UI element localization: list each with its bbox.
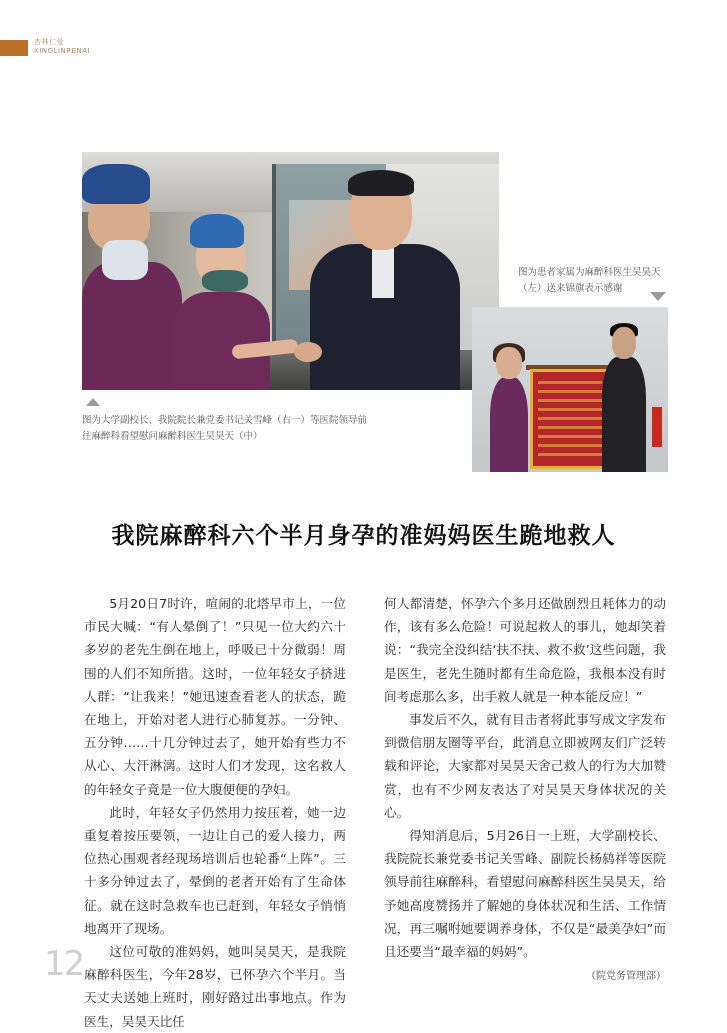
article-paragraph: 得知消息后，5月26日一上班，大学副校长、我院院长兼党委书记关雪峰、副院长杨鸫祥等医院领导前往麻醉科，看望慰问麻醉科医生吴昊天，给予她高度赞扬并了解她的身体状况和生活、工作情况，再三嘱咐她要调养身体，不仅是“最美孕妇”而且还要当“最幸福的妈妈”。 <box>384 828 666 960</box>
photo1-caption: 图为大学副校长、我院院长兼党委书记关雪峰（右一）等医院领导前往麻醉科看望慰问麻醉科医生吴昊天（中） <box>82 415 368 442</box>
article-column-right <box>384 592 666 988</box>
article-column-left <box>84 592 346 1033</box>
photo-banner-thanks <box>472 307 668 472</box>
section-title-cn: 杏林仁爱 <box>34 38 64 46</box>
section-title-en: XINGLINRENAI <box>34 47 91 55</box>
photo-leader-visit <box>82 152 499 390</box>
article-paragraph: 事发后不久，就有目击者将此事写成文字发布到微信朋友圈等平台，此消息立即被网友们广泛转载和评论，大家都对吴昊天舍己救人的行为大加赞赏，也有不少网友表达了对吴昊天身体状况的关心。 <box>384 712 666 820</box>
article-paragraph-continuation: 何人都清楚，怀孕六个多月还做剧烈且耗体力的动作，该有多么危险！可说起救人的事儿，她却笑着说：“我完全没纠结‘扶不扶、救不救’这些问题，我是医生，老先生随时都有生命危险，我根本没有时间考虑那么多，出手救人就是一种本能反应！” <box>384 596 666 704</box>
photo2-caption: 图为患者家属为麻醉科医生吴昊天（左）送来锦旗表示感谢 <box>518 267 661 294</box>
article-paragraph: 此时，年轻女子仍然用力按压着，她一边重复着按压要领，一边让自己的爱人接力，两位热心围观者经现场培训后也轮番“上阵”。三十多分钟过去了，晕倒的老者开始有了生命体征。就在这时急救车也已赶到，年轻女子悄悄地离开了现场。 <box>84 804 346 936</box>
page-number: 12 <box>44 944 84 984</box>
section-header <box>34 38 90 56</box>
header-color-bar <box>0 40 28 56</box>
article-paragraph: 5月20日7时许，喧闹的北塔早市上，一位市民大喊：“有人晕倒了！”只见一位大约六十多岁的老先生倒在地上，呼吸已十分微弱！周围的人们不知所措。这时，一位年轻女子挤进人群：“让我来！”她迅速查看老人的状态，跪在地上，开始对老人进行心肺复苏。一分钟、五分钟……十几分钟过去了，她开始有些力不从心、大汗淋漓。这时人们才发现，这名救人的年轻女子竟是一位大腹便便的孕妇。 <box>84 596 346 797</box>
article-title: 我院麻醉科六个半月身孕的准妈妈医生跪地救人 <box>111 522 616 549</box>
article-paragraph: 这位可敬的准妈妈，她叫吴昊天，是我院麻醉科医生，今年28岁，已怀孕六个半月。当天丈夫送她上班时，刚好路过出事地点。作为医生，吴昊天比任 <box>84 944 346 1029</box>
caption-arrow-down-icon <box>650 292 666 301</box>
article-signature: （院党务管理部） <box>586 971 666 983</box>
caption-arrow-up-icon <box>86 398 100 406</box>
